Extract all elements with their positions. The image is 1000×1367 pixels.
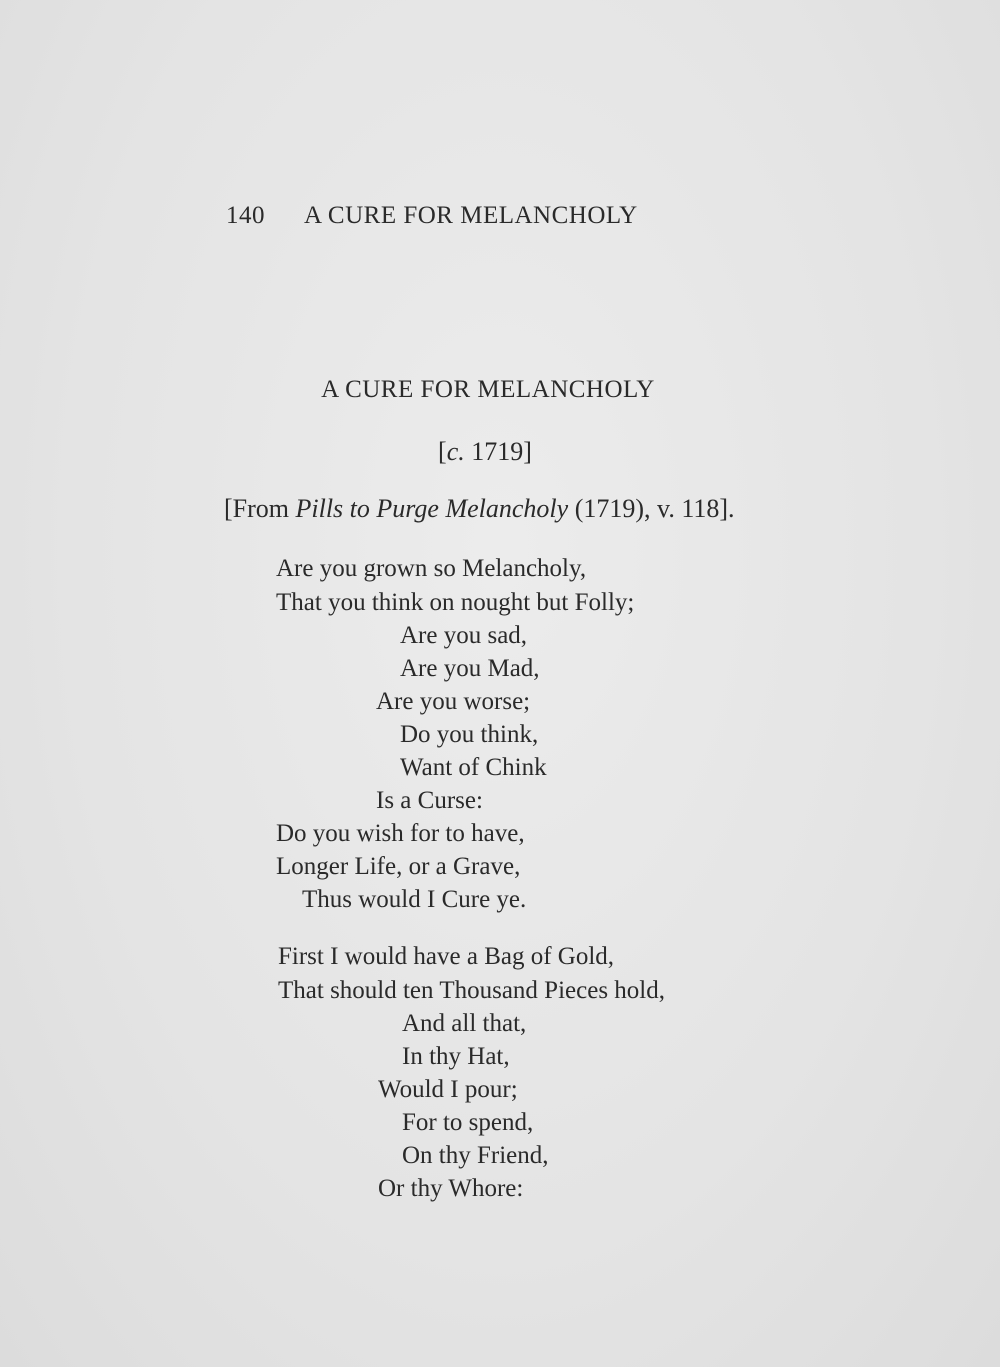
verse-line: First I would have a Bag of Gold, xyxy=(278,943,615,970)
verse-line: Do you wish for to have, xyxy=(276,820,525,847)
date-circa: c. xyxy=(446,437,465,466)
source-title: Pills to Purge Melancholy xyxy=(295,494,569,523)
poem-title: A CURE FOR MELANCHOLY xyxy=(321,376,655,403)
verse-line: And all that, xyxy=(402,1010,527,1037)
verse-line: Are you sad, xyxy=(400,622,528,649)
date-bracket: [ xyxy=(438,437,447,466)
verse-line: That should ten Thousand Pieces hold, xyxy=(278,977,665,1004)
verse-line: Or thy Whore: xyxy=(378,1175,524,1202)
verse-line: On thy Friend, xyxy=(402,1142,549,1169)
verse-line: For to spend, xyxy=(402,1109,534,1136)
verse-line: Are you grown so Melancholy, xyxy=(276,555,587,582)
running-title: A CURE FOR MELANCHOLY xyxy=(304,202,638,229)
verse-line: Longer Life, or a Grave, xyxy=(276,853,521,880)
page-number: 140 xyxy=(226,202,265,229)
date-year: 1719] xyxy=(464,437,532,466)
verse-line: Want of Chink xyxy=(400,754,547,781)
verse-line: Are you Mad, xyxy=(400,655,540,682)
source-note xyxy=(224,494,735,524)
verse-line: Is a Curse: xyxy=(376,787,483,814)
running-head xyxy=(226,202,638,230)
source-prefix: [From xyxy=(224,494,296,523)
poem-date xyxy=(0,437,970,467)
verse-line: Are you worse; xyxy=(376,688,531,715)
verse-line: In thy Hat, xyxy=(402,1043,510,1070)
verse-line: That you think on nought but Folly; xyxy=(276,589,635,616)
source-suffix: (1719), v. 118]. xyxy=(568,494,735,523)
verse-line: Thus would I Cure ye. xyxy=(302,886,527,913)
verse-line: Do you think, xyxy=(400,721,539,748)
verse-line: Would I pour; xyxy=(378,1076,518,1103)
